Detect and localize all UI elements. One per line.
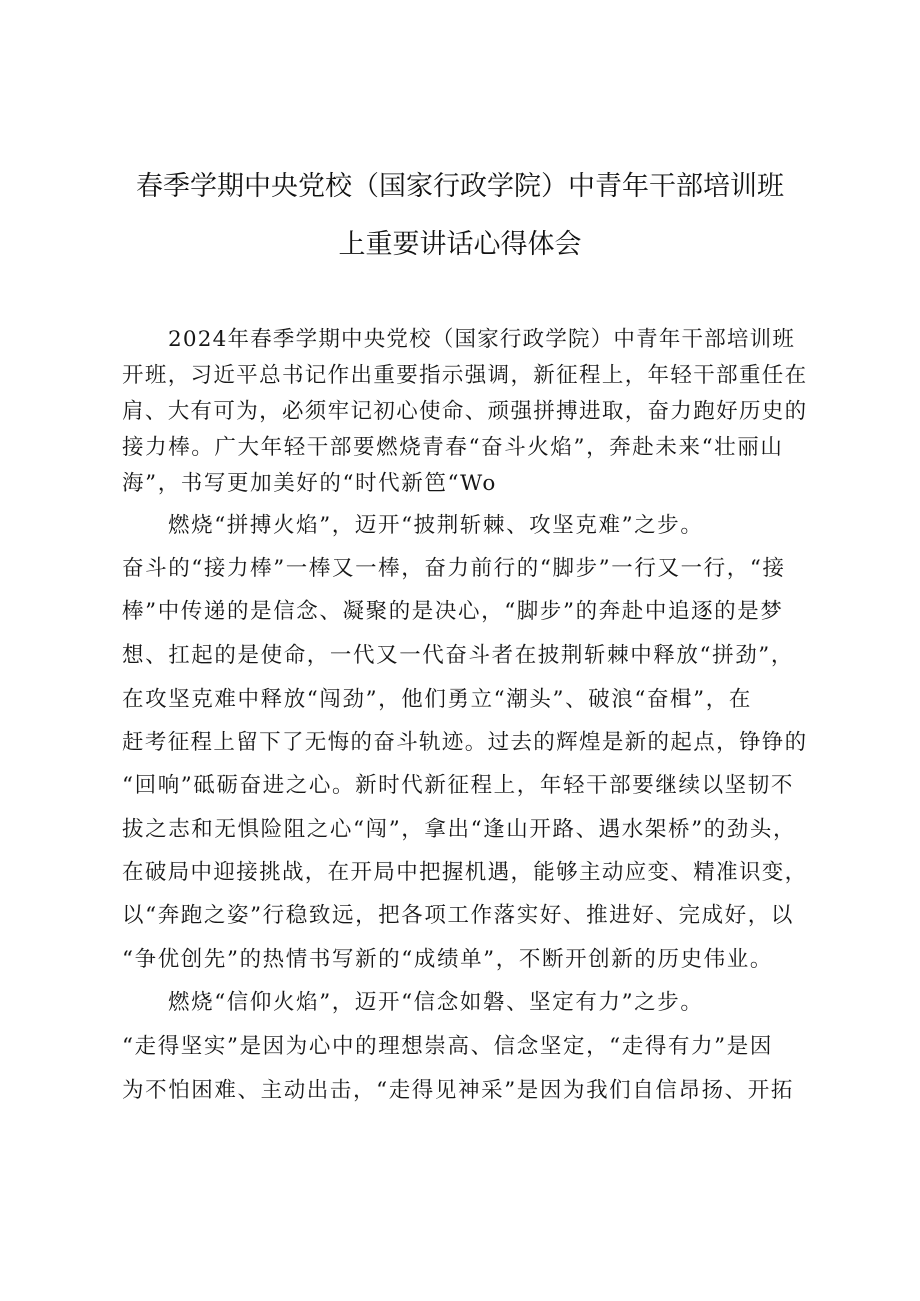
paragraph-line: 肩、大有可为，必须牢记初心使命、顽强拼搏进取，奋力跑好历史的 (122, 399, 808, 424)
paragraph-line: 2024年春季学期中央党校（国家行政学院）中青年干部培训班 (168, 327, 796, 352)
paragraph-line: 拔之志和无惧险阻之心“闯”，拿出“逢山开路、遇水架桥”的劲头， (122, 817, 797, 842)
section-heading: 燃烧“拼搏火焰”，迈开“披荆斩棘、攻坚克难”之步。 (168, 513, 704, 538)
paragraph-line: “回响”砥砺奋进之心。新时代新征程上，年轻干部要继续以坚韧不 (122, 773, 794, 798)
paragraph-line: 在攻坚克难中释放“闯劲”，他们勇立“潮头”、破浪“奋楫”，在 (122, 687, 752, 712)
paragraph-line: 以“奔跑之姿”行稳致远，把各项工作落实好、推进好、完成好，以 (122, 903, 794, 928)
paragraph-line: 奋斗的“接力棒”一棒又一棒，奋力前行的“脚步”一行又一行，“接 (122, 556, 786, 581)
paragraph-line: 棒”中传递的是信念、凝聚的是决心，“脚步”的奔赴中追逐的是梦 (122, 599, 784, 624)
paragraph-line: “走得坚实”是因为心中的理想崇高、信念坚定，“走得有力”是因 (122, 1034, 773, 1059)
paragraph-line: “争优创先”的热情书写新的“成绩单”，不断开创新的历史伟业。 (122, 947, 773, 972)
paragraph-line: 接力棒。广大年轻干部要燃烧青春“奋斗火焰”，奔赴未来“壮丽山 (122, 435, 784, 460)
paragraph-line: 在破局中迎接挑战，在开局中把握机遇，能够主动应变、精准识变， (122, 860, 808, 885)
paragraph-line: 为不怕困难、主动出击，“走得见神采”是因为我们自信昂扬、开拓 (122, 1078, 794, 1103)
paragraph-line: 海”，书写更加美好的“时代新笆“Wo (122, 471, 497, 496)
paragraph-line: 开班，习近平总书记作出重要指示强调，新征程上，年轻干部重任在 (122, 363, 808, 388)
document-title-line-1: 春季学期中央党校（国家行政学院）中青年干部培训班 (136, 171, 784, 202)
section-heading: 燃烧“信仰火焰”，迈开“信念如磐、坚定有力”之步。 (168, 990, 704, 1015)
paragraph-line: 赶考征程上留下了无悔的奋斗轨迹。过去的辉煌是新的起点，铮铮的 (122, 730, 808, 755)
paragraph-line: 想、扛起的是使命，一代又一代奋斗者在披荆斩棘中释放“拼劲”， (122, 643, 794, 668)
document-title-line-2: 上重要讲话心得体会 (338, 229, 582, 260)
